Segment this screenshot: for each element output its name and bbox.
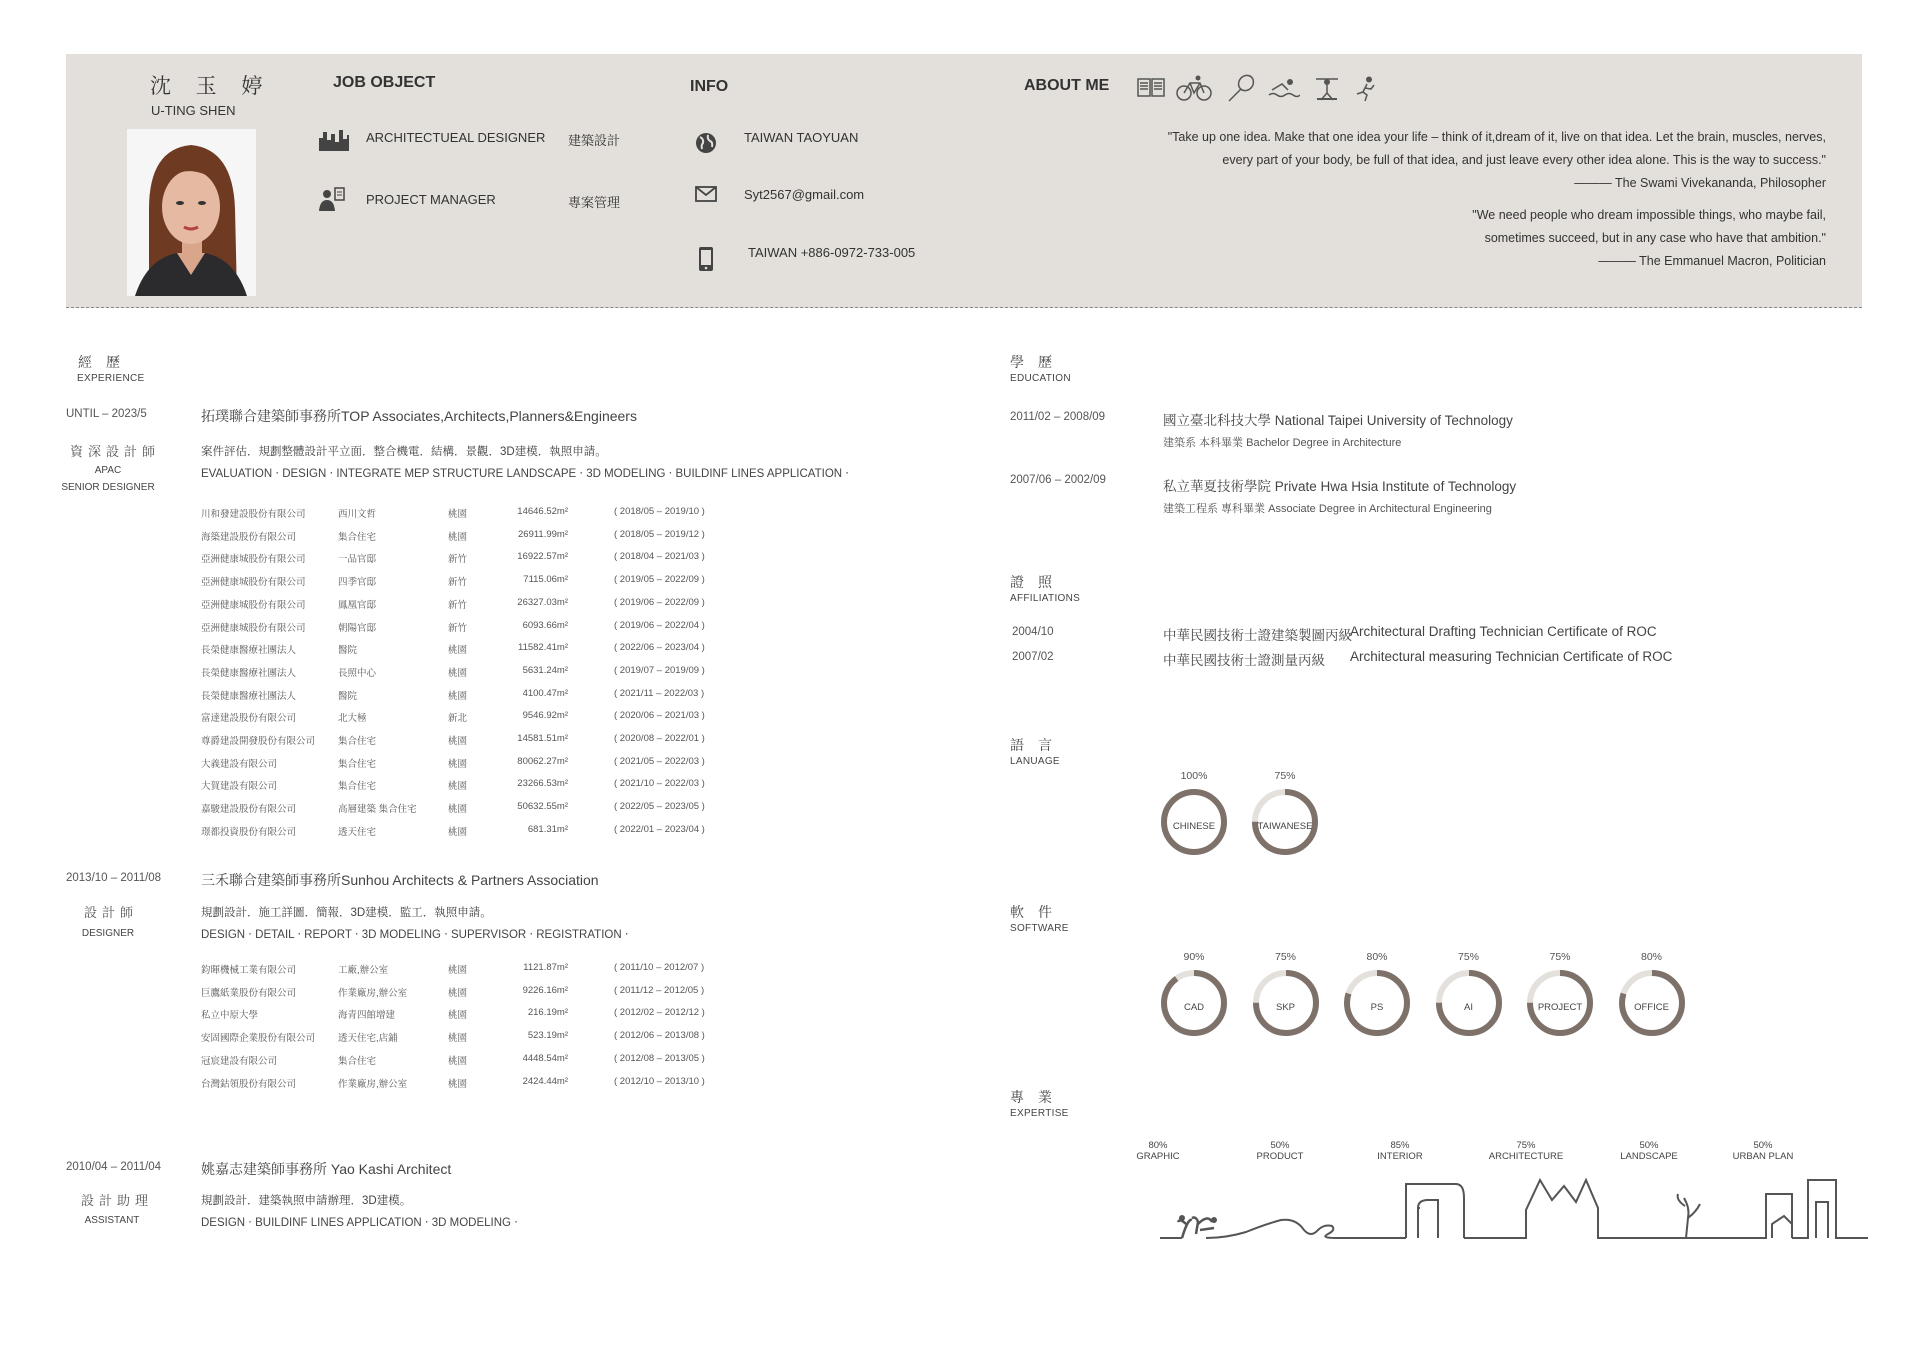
project-area: 23266.53m² xyxy=(517,778,568,790)
name-chinese: 沈 玉 婷 xyxy=(150,74,272,98)
project-client: 長榮健康醫療社團法人 xyxy=(201,690,297,702)
job-2-desc-cn: 規劃設計．施工詳圖．簡報．3D建模．監工．執照申請。 xyxy=(201,907,492,919)
expertise-label: PRODUCT xyxy=(1256,1151,1304,1162)
ring-center-label: PROJECT xyxy=(1537,1002,1583,1013)
globe-icon xyxy=(694,131,718,160)
project-client: 巨鷹紙業股份有限公司 xyxy=(201,987,297,999)
project-project: 工廠,辦公室 xyxy=(338,965,389,976)
project-project: 長照中心 xyxy=(338,667,377,679)
job-1-cn: 建築設計 xyxy=(568,133,621,148)
project-area: 80062.27m² xyxy=(517,755,568,767)
project-area: 26327.03m² xyxy=(517,596,568,608)
project-row xyxy=(0,710,760,726)
job-3-desc-en: DESIGN ‧ BUILDINF LINES APPLICATION ‧ 3D MODELING ‧ xyxy=(201,1217,518,1229)
project-project: 醫院 xyxy=(338,690,358,702)
ring-percent-label: 75% xyxy=(1457,951,1479,963)
project-city: 桃園 xyxy=(448,804,468,816)
ring-percent-label: 90% xyxy=(1183,951,1205,963)
project-row xyxy=(0,756,760,772)
project-client: 亞洲健康城股份有限公司 xyxy=(201,554,306,566)
job-3-desc-cn: 規劃設計．建築執照申請辦理．3D建模。 xyxy=(201,1195,412,1207)
project-project: 作業廠房,辦公室 xyxy=(338,987,408,999)
profile-photo xyxy=(127,129,256,296)
edu-1-period: 2011/02 – 2008/09 xyxy=(1010,411,1106,423)
edu-2-degree: 建築工程系 專科畢業 Associate Degree in Architectural Engineering xyxy=(1163,503,1492,515)
project-row xyxy=(0,962,760,978)
project-period: ( 2011/10 – 2012/07 ) xyxy=(614,962,705,973)
project-area: 14581.51m² xyxy=(517,733,568,744)
job-1-firm: 拓璞聯合建築師事務所TOP Associates,Architects,Planners&Engineers xyxy=(201,408,637,424)
project-city: 桃園 xyxy=(448,736,468,747)
software-title-cn: 軟件 xyxy=(1010,904,1066,920)
project-city: 新竹 xyxy=(448,599,468,611)
job-2-en: PROJECT MANAGER xyxy=(366,192,496,207)
expertise-percent: 85% xyxy=(1390,1140,1410,1151)
badminton-icon xyxy=(1226,74,1256,107)
quote-1 xyxy=(1168,126,1826,195)
info-email[interactable]: Syt2567@gmail.com xyxy=(744,187,865,202)
expertise-label: LANDSCAPE xyxy=(1620,1151,1678,1162)
project-period: ( 2012/08 – 2013/05 ) xyxy=(614,1052,705,1064)
language-ring-taiwanese xyxy=(1249,770,1321,858)
project-project: 集合住宅 xyxy=(338,781,377,793)
expertise-percent: 50% xyxy=(1753,1140,1773,1151)
quote-2-line-1: "We need people who dream impossible things, who maybe fail, xyxy=(1472,208,1826,222)
expertise-percent: 75% xyxy=(1516,1140,1536,1151)
project-city: 新竹 xyxy=(448,577,468,589)
project-period: ( 2018/05 – 2019/12 ) xyxy=(614,528,705,540)
ring-percent-label: 100% xyxy=(1180,770,1208,782)
project-row xyxy=(0,985,760,1001)
project-client: 亞洲健康城股份有限公司 xyxy=(201,622,306,634)
project-area: 5631.24m² xyxy=(522,664,568,676)
project-period: ( 2020/08 – 2022/01 ) xyxy=(614,733,705,744)
project-project: 集合住宅 xyxy=(338,736,377,747)
ring-center-label: CAD xyxy=(1183,1002,1205,1013)
edu-1-degree: 建築系 本科畢業 Bachelor Degree in Architecture xyxy=(1163,437,1402,449)
project-city: 桃園 xyxy=(448,531,468,543)
job-1-desc-en: EVALUATION ‧ DESIGN ‧ INTEGRATE MEP STRUCTURE LANDSCAPE ‧ 3D MODELING ‧ BUILDINF LINES APPLICATION ‧ xyxy=(201,468,849,480)
project-city: 桃園 xyxy=(448,1078,468,1090)
project-row xyxy=(0,620,760,636)
mail-icon xyxy=(695,186,717,207)
project-project: 集合住宅 xyxy=(338,1055,377,1067)
project-row xyxy=(0,642,760,658)
project-row xyxy=(0,506,760,522)
project-client: 富達建設股份有限公司 xyxy=(201,713,297,725)
edu-2-period: 2007/06 – 2002/09 xyxy=(1010,474,1106,486)
project-row xyxy=(0,1053,760,1069)
project-city: 桃園 xyxy=(448,690,468,702)
quote-2-line-2: sometimes succeed, but in any case who have that ambition." xyxy=(1484,231,1826,245)
ring-percent-label: 75% xyxy=(1274,951,1296,963)
project-client: 長榮健康醫療社團法人 xyxy=(201,667,297,679)
project-client: 私立中原大學 xyxy=(201,1010,259,1022)
job-3-period: 2010/04 – 2011/04 xyxy=(66,1161,162,1173)
project-area: 9546.92m² xyxy=(522,710,568,722)
project-city: 桃園 xyxy=(448,826,468,838)
project-client: 大義建設有限公司 xyxy=(201,758,278,770)
project-row xyxy=(0,597,760,613)
affiliations-title-en: AFFILIATIONS xyxy=(1010,593,1081,604)
expertise-label: GRAPHIC xyxy=(1136,1151,1180,1162)
job-3-firm: 姚嘉志建築師事務所 Yao Kashi Architect xyxy=(201,1161,452,1177)
job-3-role-en: ASSISTANT xyxy=(84,1215,140,1226)
project-period: ( 2012/10 – 2013/10 ) xyxy=(614,1075,705,1087)
project-period: ( 2019/06 – 2022/09 ) xyxy=(614,596,705,608)
ring-percent-label: 75% xyxy=(1274,770,1296,782)
job-2-firm: 三禾聯合建築師事務所Sunhou Architects & Partners Association xyxy=(201,872,599,888)
project-client: 亞洲健康城股份有限公司 xyxy=(201,599,306,611)
project-period: ( 2021/05 – 2022/03 ) xyxy=(614,755,705,767)
project-city: 新竹 xyxy=(448,622,468,634)
project-city: 桃園 xyxy=(448,645,468,657)
job-1-desc-cn: 案件評估．規劃整體設計平立面．整合機電．結構．景觀．3D建模．執照申請。 xyxy=(201,446,607,458)
expertise-label: ARCHITECTURE xyxy=(1488,1151,1564,1162)
job-1-role-en: APAC SENIOR DESIGNER xyxy=(61,465,155,493)
project-period: ( 2018/05 – 2019/10 ) xyxy=(614,506,705,517)
project-row xyxy=(0,778,760,794)
software-ring-ps xyxy=(1341,951,1413,1039)
project-area: 50632.55m² xyxy=(517,801,568,813)
aff-1-cn: 中華民國技術士證建築製圖丙級 xyxy=(1163,628,1352,643)
project-project: 集合住宅 xyxy=(338,531,377,543)
project-area: 26911.99m² xyxy=(518,528,568,540)
software-ring-office xyxy=(1616,951,1688,1039)
project-project: 西川文哲 xyxy=(338,509,377,520)
project-project: 北大極 xyxy=(338,713,367,725)
project-city: 桃園 xyxy=(448,987,468,999)
swimming-icon xyxy=(1268,78,1300,105)
software-ring-project xyxy=(1524,951,1596,1039)
expertise-title-cn: 專業 xyxy=(1010,1089,1066,1105)
aff-1-date: 2004/10 xyxy=(1012,626,1054,638)
software-ring-cad xyxy=(1158,951,1230,1039)
project-period: ( 2022/06 – 2023/04 ) xyxy=(614,642,705,654)
project-city: 桃園 xyxy=(448,1010,468,1022)
project-client: 海築建設股份有限公司 xyxy=(201,531,297,543)
ring-percent-label: 75% xyxy=(1549,951,1571,963)
project-project: 集合住宅 xyxy=(338,758,377,770)
project-period: ( 2019/05 – 2022/09 ) xyxy=(614,574,705,586)
affiliations-title-cn: 證照 xyxy=(1010,574,1066,590)
edu-1-school: 國立臺北科技大學 National Taipei University of Technology xyxy=(1163,413,1513,428)
language-ring-chinese xyxy=(1158,770,1230,858)
project-row xyxy=(0,665,760,681)
software-ring-skp xyxy=(1250,951,1322,1039)
project-city: 桃園 xyxy=(448,509,468,520)
weightlifting-icon xyxy=(1314,76,1340,107)
project-project: 海青四館增建 xyxy=(338,1010,396,1022)
project-row xyxy=(0,529,760,545)
software-ring-ai xyxy=(1433,951,1505,1039)
project-row xyxy=(0,574,760,590)
project-area: 523.19m² xyxy=(527,1030,568,1042)
project-city: 桃園 xyxy=(448,1033,468,1045)
project-project: 一品官邸 xyxy=(338,554,377,566)
project-period: ( 2019/07 – 2019/09 ) xyxy=(614,664,705,676)
job-1-role-cn: 資深設計師 xyxy=(70,444,161,459)
aff-2-en: Architectural measuring Technician Certificate of ROC xyxy=(1350,649,1673,664)
project-period: ( 2012/02 – 2012/12 ) xyxy=(614,1007,705,1019)
experience-title-cn: 經歷 xyxy=(78,354,134,370)
aff-1-en: Architectural Drafting Technician Certificate of ROC xyxy=(1350,624,1657,639)
project-period: ( 2022/05 – 2023/05 ) xyxy=(614,801,705,813)
project-client: 長榮健康醫療社團法人 xyxy=(201,645,297,657)
project-client: 璟都投資股份有限公司 xyxy=(201,826,297,838)
project-row xyxy=(0,824,760,840)
project-area: 2424.44m² xyxy=(522,1075,568,1087)
project-row xyxy=(0,733,760,749)
project-client: 川和發建設股份有限公司 xyxy=(201,509,306,520)
edu-2-school: 私立華夏技術學院 Private Hwa Hsia Institute of Technology xyxy=(1163,479,1517,494)
running-icon xyxy=(1354,76,1378,107)
aff-2-cn: 中華民國技術士證測量丙級 xyxy=(1163,653,1325,668)
project-period: ( 2019/06 – 2022/04 ) xyxy=(614,619,705,631)
experience-title-en: EXPERIENCE xyxy=(77,373,145,384)
expertise-percent: 50% xyxy=(1270,1140,1290,1151)
expertise-percent: 50% xyxy=(1639,1140,1659,1151)
quote-2-author: ——— The Emmanuel Macron, Politician xyxy=(1598,254,1826,268)
quote-1-line-1: "Take up one idea. Make that one idea your life – think of it,dream of it, live on that idea. Let the brain, muscles, nerves, xyxy=(1167,130,1826,144)
quote-2 xyxy=(1472,204,1826,273)
project-row xyxy=(0,801,760,817)
project-area: 681.31m² xyxy=(527,823,568,835)
job-object-heading: JOB OBJECT xyxy=(333,74,436,91)
project-client: 嘉駿建設股份有限公司 xyxy=(201,804,297,816)
project-city: 桃園 xyxy=(448,758,468,770)
project-area: 16922.57m² xyxy=(517,551,568,563)
language-title-en: LANUAGE xyxy=(1010,756,1060,767)
expertise-label: URBAN PLAN xyxy=(1732,1151,1794,1162)
project-row xyxy=(0,551,760,567)
project-area: 11582.41m² xyxy=(518,642,568,654)
project-city: 新北 xyxy=(448,713,468,725)
project-client: 大賀建設有限公司 xyxy=(201,781,278,793)
project-project: 朝陽官邸 xyxy=(338,622,377,634)
project-period: ( 2021/11 – 2022/03 ) xyxy=(614,687,705,699)
project-row xyxy=(0,1007,760,1023)
ring-center-label: OFFICE xyxy=(1634,1002,1669,1013)
project-row xyxy=(0,688,760,704)
ring-percent-label: 80% xyxy=(1640,951,1662,963)
project-period: ( 2022/01 – 2023/04 ) xyxy=(614,823,705,835)
project-period: ( 2018/04 – 2021/03 ) xyxy=(614,551,705,563)
education-title-cn: 學歷 xyxy=(1010,354,1066,370)
project-period: ( 2021/10 – 2022/03 ) xyxy=(614,778,705,790)
project-period: ( 2011/12 – 2012/05 ) xyxy=(614,984,705,996)
project-project: 透天住宅 xyxy=(338,826,377,838)
project-city: 桃園 xyxy=(448,1055,468,1067)
ring-center-label: CHINESE xyxy=(1172,821,1216,832)
project-area: 4448.54m² xyxy=(522,1052,568,1064)
quote-1-author: ——— The Swami Vivekananda, Philosopher xyxy=(1574,176,1826,190)
project-client: 冠宸建設有限公司 xyxy=(201,1055,278,1067)
expertise-label: INTERIOR xyxy=(1377,1151,1423,1162)
info-heading: INFO xyxy=(690,78,729,95)
job-1-period: UNTIL – 2023/5 xyxy=(66,408,147,420)
project-client: 安固國際企業股份有限公司 xyxy=(201,1033,316,1045)
project-client: 亞洲健康城股份有限公司 xyxy=(201,577,306,589)
about-me-heading: ABOUT ME xyxy=(1024,77,1110,94)
info-location: TAIWAN TAOYUAN xyxy=(744,130,859,145)
job-1-en: ARCHITECTUEAL DESIGNER xyxy=(366,130,546,145)
project-client: 鈞暉機械工業有限公司 xyxy=(201,965,297,976)
project-project: 作業廠房,辦公室 xyxy=(338,1078,408,1090)
project-project: 高層建築 集合住宅 xyxy=(338,804,417,816)
info-phone: TAIWAN +886-0972-733-005 xyxy=(748,245,916,260)
project-area: 14646.52m² xyxy=(517,506,568,517)
expertise-title-en: EXPERTISE xyxy=(1010,1108,1069,1119)
project-city: 桃園 xyxy=(448,781,468,793)
bicycle-icon xyxy=(1176,74,1212,107)
job-2-desc-en: DESIGN ‧ DETAIL ‧ REPORT ‧ 3D MODELING ‧ SUPERVISOR ‧ REGISTRATION ‧ xyxy=(201,929,629,941)
ring-percent-label: 80% xyxy=(1366,951,1388,963)
project-city: 桃園 xyxy=(448,965,468,976)
project-row xyxy=(0,1030,760,1046)
ring-center-label: AI xyxy=(1464,1002,1473,1013)
project-period: ( 2020/06 – 2021/03 ) xyxy=(614,710,705,722)
project-project: 透天住宅,店鋪 xyxy=(338,1033,398,1045)
job-2-role-cn: 設計師 xyxy=(84,905,139,920)
phone-icon xyxy=(698,246,714,277)
quote-1-line-2: every part of your body, be full of that idea, and just leave every other idea alone. This is the way to success." xyxy=(1222,153,1826,167)
ring-center-label: PS xyxy=(1370,1002,1384,1013)
job-2-cn: 專案管理 xyxy=(568,195,621,210)
ring-center-label: SKP xyxy=(1275,1002,1295,1013)
language-title-cn: 語言 xyxy=(1010,737,1066,753)
project-city: 新竹 xyxy=(448,554,468,566)
project-area: 4100.47m² xyxy=(522,687,568,699)
project-period: ( 2012/06 – 2013/08 ) xyxy=(614,1030,705,1042)
book-icon xyxy=(1136,75,1166,104)
project-area: 1121.87m² xyxy=(523,962,568,973)
project-client: 台灣鈷領股份有限公司 xyxy=(201,1078,297,1090)
project-client: 尊爵建設開發股份有限公司 xyxy=(201,736,316,747)
project-area: 7115.06m² xyxy=(523,574,568,586)
aff-2-date: 2007/02 xyxy=(1012,651,1054,663)
project-project: 鳳凰官邸 xyxy=(338,599,377,611)
education-title-en: EDUCATION xyxy=(1010,373,1071,384)
city-buildings-icon xyxy=(318,128,350,157)
project-row xyxy=(0,1076,760,1092)
project-area: 216.19m² xyxy=(527,1007,568,1019)
ring-center-label: TAIWANESE xyxy=(1257,821,1313,832)
manager-icon xyxy=(318,186,346,217)
job-2-period: 2013/10 – 2011/08 xyxy=(66,872,162,884)
name-english: U-TING SHEN xyxy=(151,103,236,118)
job-2-role-en: DESIGNER xyxy=(81,928,135,939)
project-area: 9226.16m² xyxy=(522,984,568,996)
project-project: 四季官邸 xyxy=(338,577,377,589)
expertise-skyline-illustration xyxy=(1156,1158,1868,1247)
expertise-percent: 80% xyxy=(1148,1140,1168,1151)
job-3-role-cn: 設計助理 xyxy=(81,1193,154,1208)
software-title-en: SOFTWARE xyxy=(1010,923,1069,934)
project-city: 桃園 xyxy=(448,667,468,679)
project-area: 6093.66m² xyxy=(522,619,568,631)
project-project: 醫院 xyxy=(338,645,358,657)
